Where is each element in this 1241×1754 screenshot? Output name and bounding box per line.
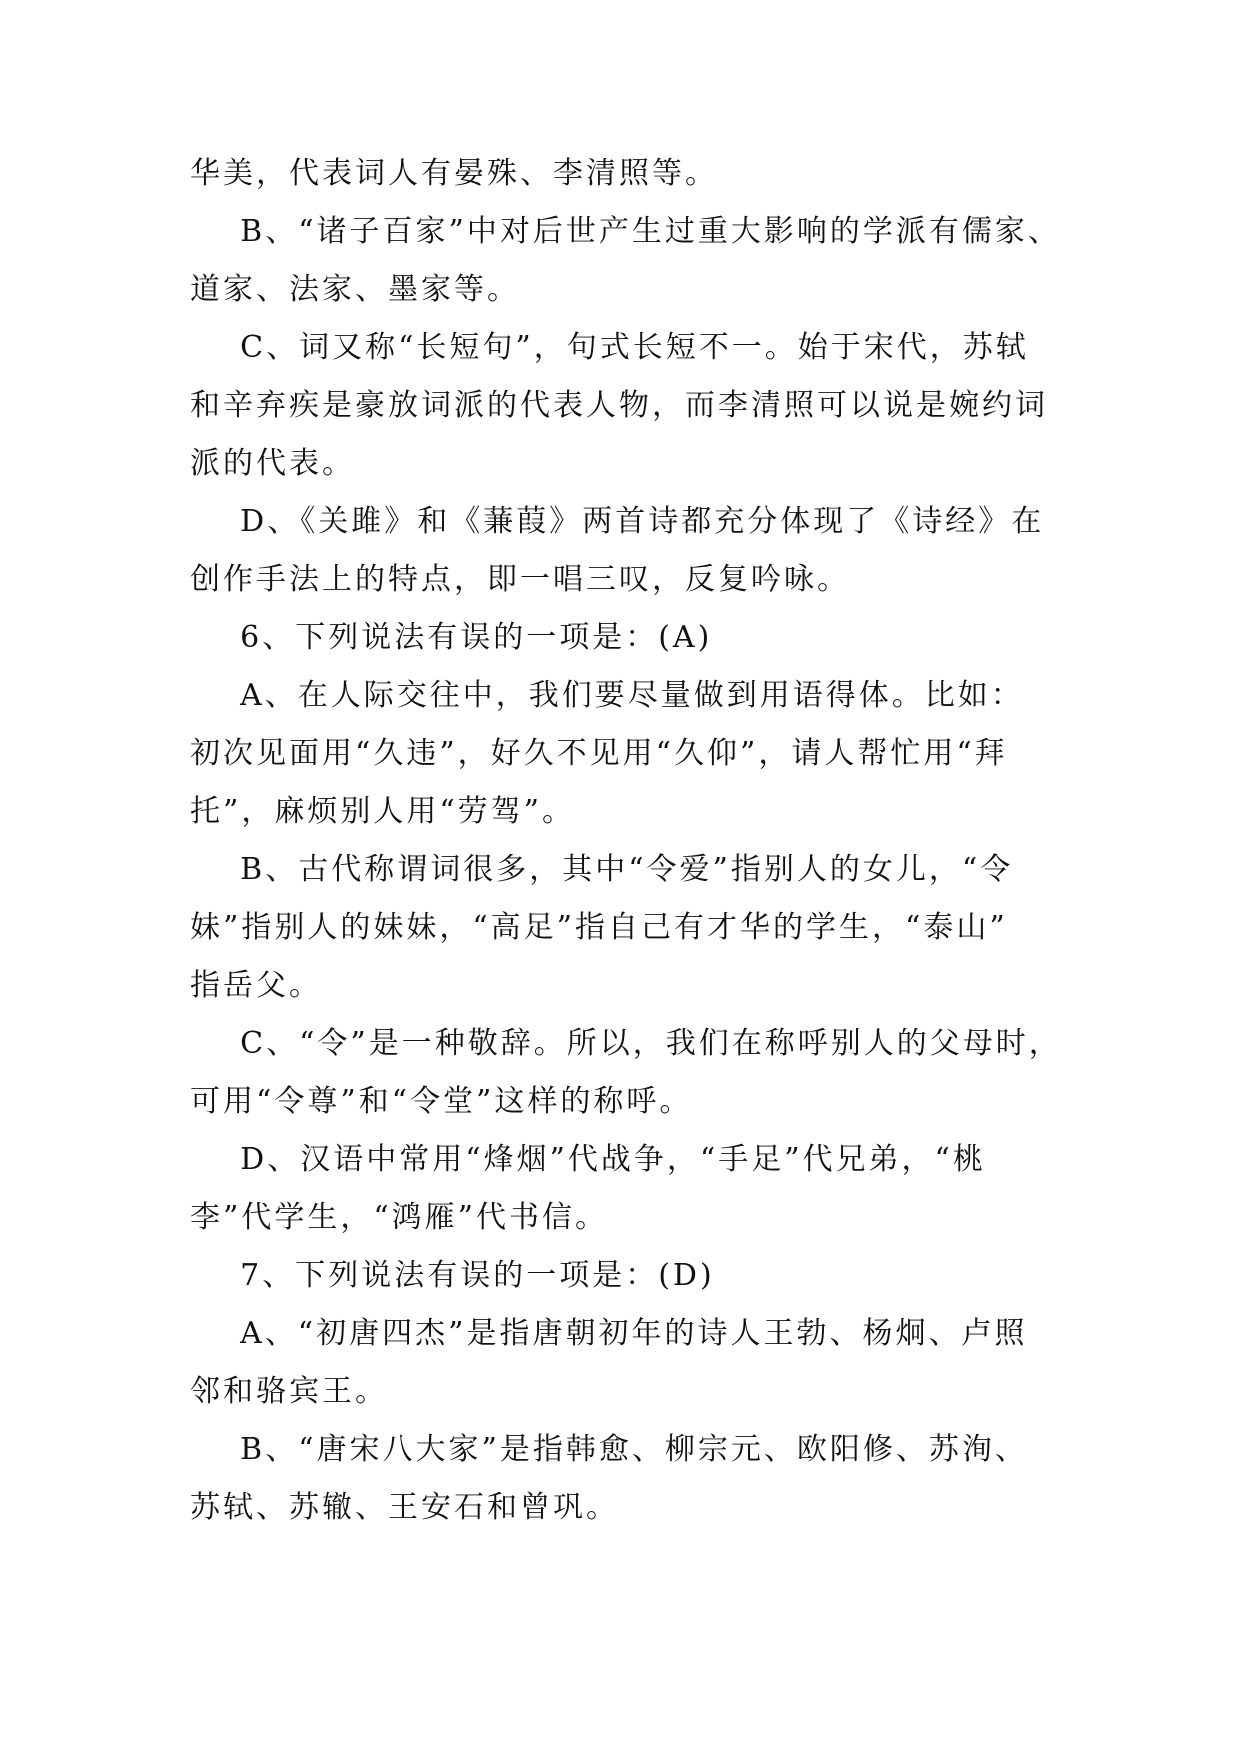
text-line: 6、下列说法有误的一项是：(A) <box>190 620 713 655</box>
text-line: B、古代称谓词很多，其中“令爱”指别人的女儿，“令 <box>190 852 1014 887</box>
text-line: 初次见面用“久违”，好久不见用“久仰”，请人帮忙用“拜 <box>190 736 1008 771</box>
text-line: 妹”指别人的妹妹，“高足”指自己有才华的学生，“泰山” <box>190 910 1008 945</box>
text-line: 派的代表。 <box>190 446 355 481</box>
text-line: C、词又称“长短句”，句式长短不一。始于宋代，苏轼 <box>190 330 1029 365</box>
text-line: 和辛弃疾是豪放词派的代表人物，而李清照可以说是婉约词 <box>190 388 1048 423</box>
text-line: C、“令”是一种敬辞。所以，我们在称呼别人的父母时， <box>190 1026 1062 1061</box>
text-line: 指岳父。 <box>190 968 322 1003</box>
text-line: D、汉语中常用“烽烟”代战争，“手足”代兄弟，“桃 <box>190 1142 986 1177</box>
text-line: A、在人际交往中，我们要尽量做到用语得体。比如： <box>190 678 1024 713</box>
text-line: 道家、法家、墨家等。 <box>190 272 520 307</box>
text-line: 李”代学生，“鸿雁”代书信。 <box>190 1200 609 1235</box>
text-line: 苏轼、苏辙、王安石和曾巩。 <box>190 1490 619 1525</box>
text-line: B、“唐宋八大家”是指韩愈、柳宗元、欧阳修、苏洵、 <box>190 1432 1028 1467</box>
text-line: 华美，代表词人有晏殊、李清照等。 <box>190 156 718 191</box>
text-line: 邻和骆宾王。 <box>190 1374 388 1409</box>
text-line: D、《关雎》和《蒹葭》两首诗都充分体现了《诗经》在 <box>190 504 1045 539</box>
text-line: 创作手法上的特点，即一唱三叹，反复吟咏。 <box>190 562 850 597</box>
text-line: A、“初唐四杰”是指唐朝初年的诗人王勃、杨炯、卢照 <box>190 1316 1028 1351</box>
text-line: 可用“令尊”和“令堂”这样的称呼。 <box>190 1084 693 1119</box>
text-line: 托”，麻烦别人用“劳驾”。 <box>190 794 576 829</box>
text-line: B、“诸子百家”中对后世产生过重大影响的学派有儒家、 <box>190 214 1061 249</box>
text-line: 7、下列说法有误的一项是：(D) <box>190 1258 715 1293</box>
